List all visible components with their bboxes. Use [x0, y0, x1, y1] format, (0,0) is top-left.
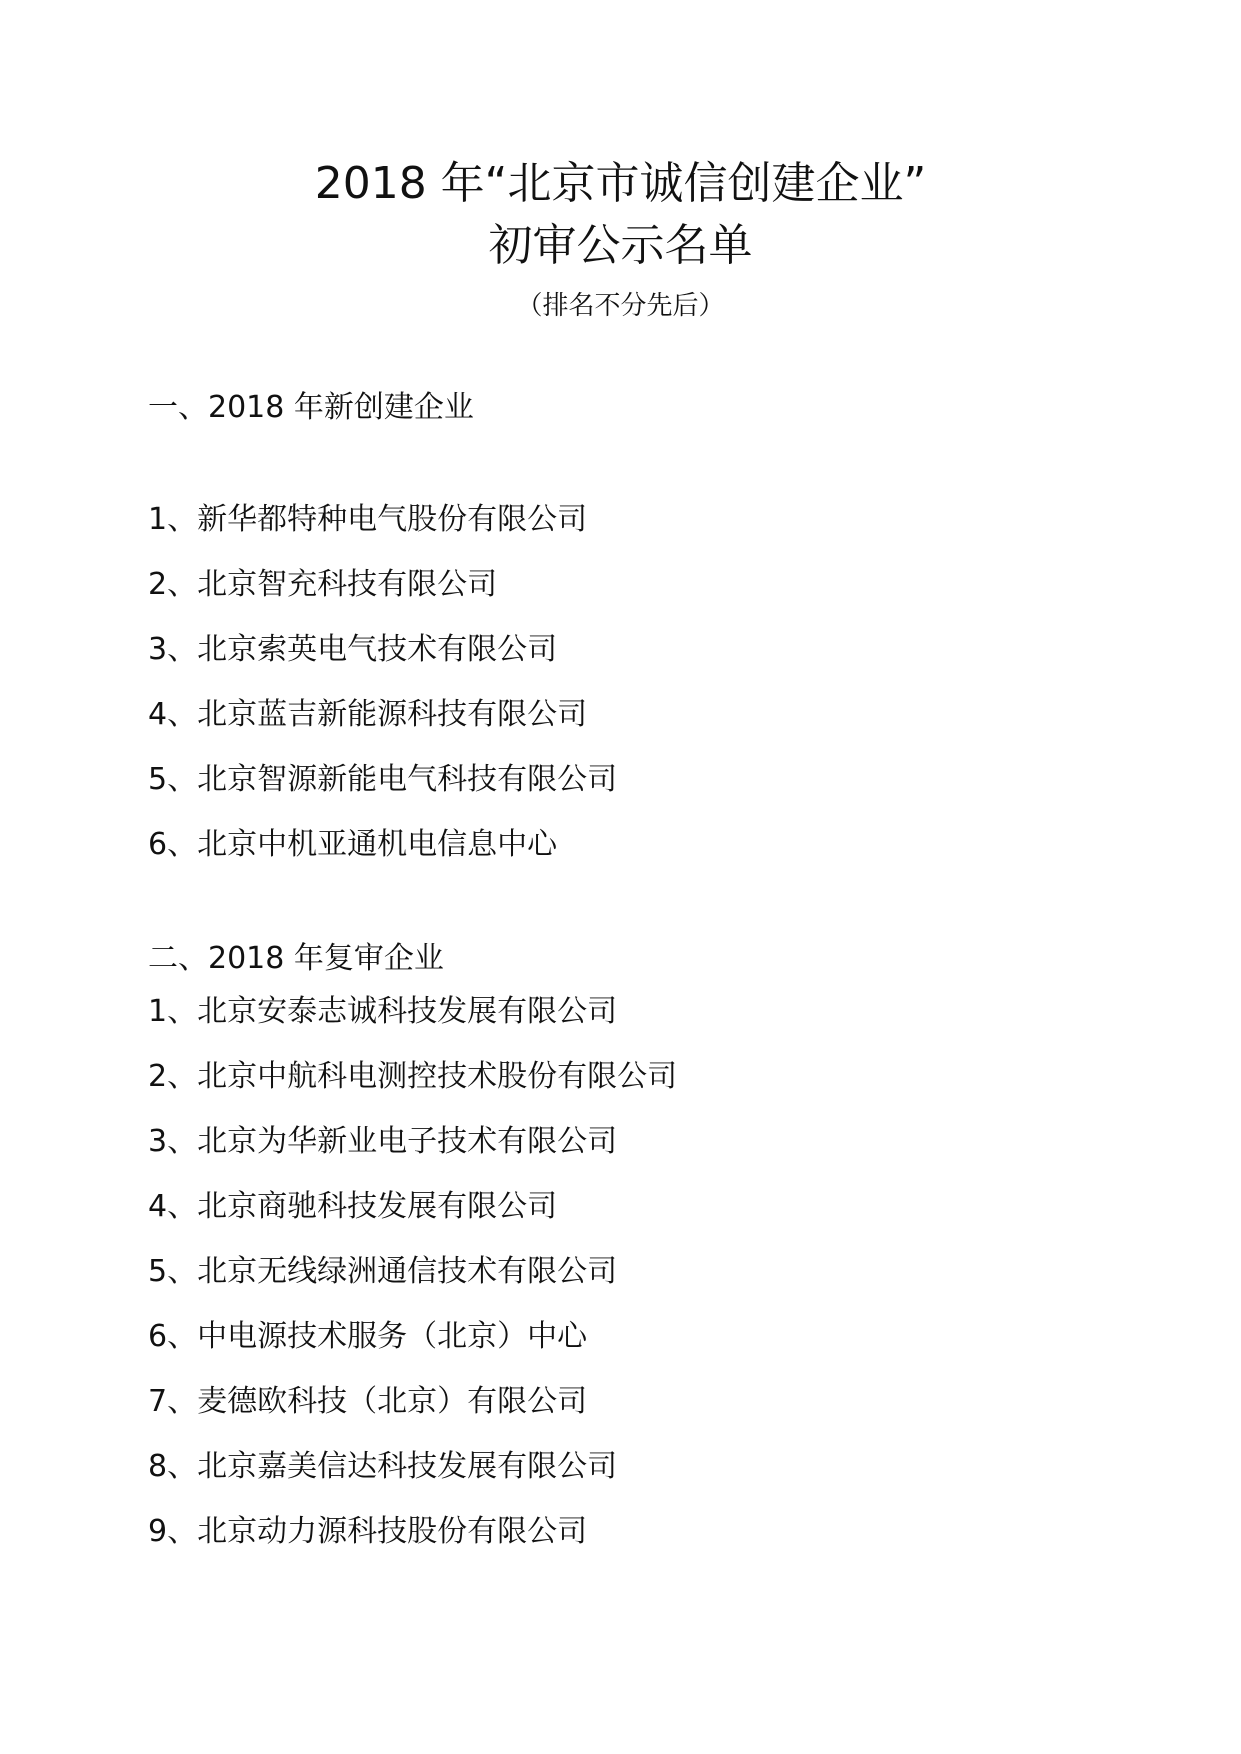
section-heading-review-enterprises: 二、2018 年复审企业: [148, 941, 444, 976]
list-item: 5、北京智源新能电气科技有限公司: [148, 762, 618, 797]
section-heading-new-enterprises: 一、2018 年新创建企业: [148, 390, 474, 425]
list-item: 3、北京索英电气技术有限公司: [148, 632, 558, 667]
list-item: 9、北京动力源科技股份有限公司: [148, 1514, 588, 1549]
list-item: 6、北京中机亚通机电信息中心: [148, 827, 558, 862]
list-item: 8、北京嘉美信达科技发展有限公司: [148, 1449, 618, 1484]
list-item: 7、麦德欧科技（北京）有限公司: [148, 1384, 588, 1419]
list-item: 2、北京智充科技有限公司: [148, 567, 498, 602]
list-item: 4、北京蓝吉新能源科技有限公司: [148, 697, 588, 732]
review-enterprises-list: [148, 992, 677, 1577]
list-item: 1、北京安泰志诚科技发展有限公司: [148, 994, 618, 1029]
list-item: 5、北京无线绿洲通信技术有限公司: [148, 1254, 618, 1289]
new-enterprises-list: [148, 500, 617, 890]
list-item: 3、北京为华新业电子技术有限公司: [148, 1124, 618, 1159]
list-item: 2、北京中航科电测控技术股份有限公司: [148, 1059, 678, 1094]
list-item: 4、北京商驰科技发展有限公司: [148, 1189, 558, 1224]
list-item: 1、新华都特种电气股份有限公司: [148, 502, 588, 537]
document-title-line-2: 初审公示名单: [488, 220, 753, 271]
document-subtitle: （排名不分先后）: [516, 291, 725, 321]
list-item: 6、中电源技术服务（北京）中心: [148, 1319, 588, 1354]
document-title-line-1: 2018 年“北京市诚信创建企业”: [314, 158, 927, 209]
